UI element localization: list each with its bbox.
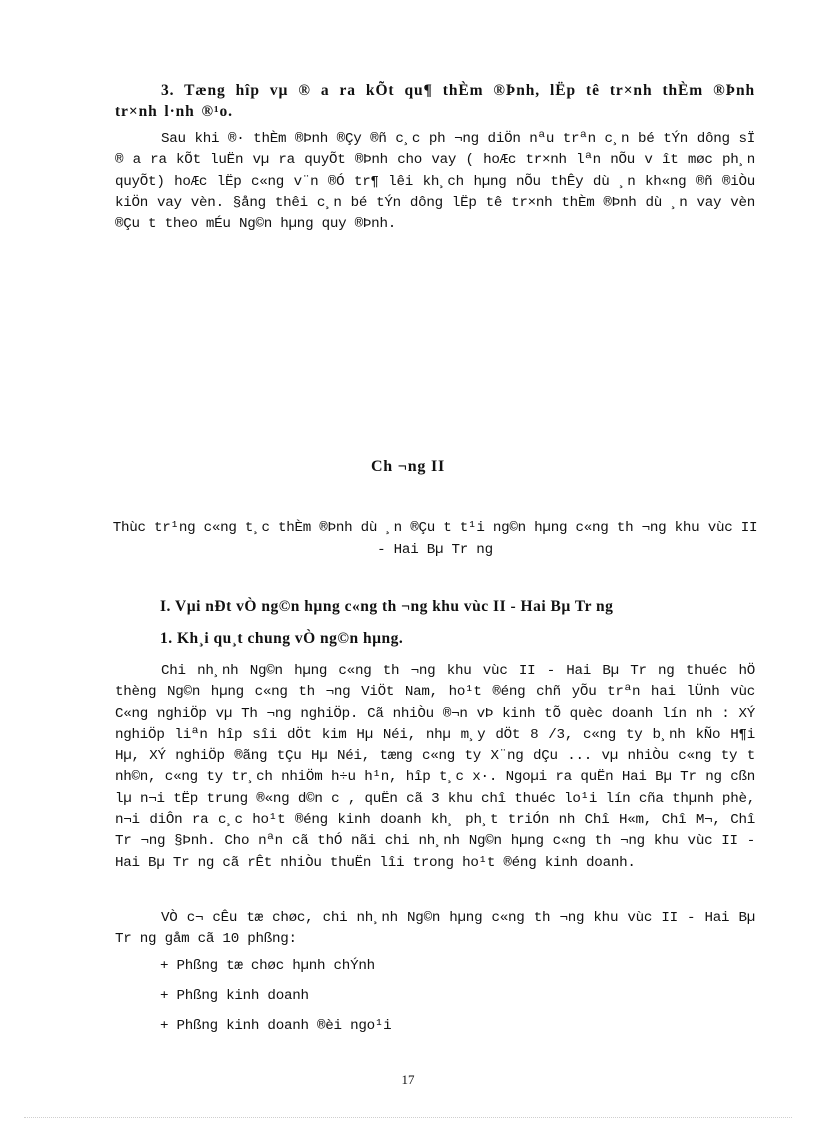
sub1-heading: 1. Kh¸i qu¸t chung vÒ ng©n hµng.: [160, 630, 404, 647]
overview-paragraph: Chi nh¸nh Ng©n hµng c«ng th ¬ng khu vùc II - Hai Bµ Tr ng thuéc hÖ thèng Ng©n hµng c«ng th ¬ng ViÖt Nam, ho¹t ®éng chñ yÕu trªn hai lÜnh vùc C«ng nghiÖp vµ Th ¬ng nghiÖp. Cã nhiÒu ®¬n vÞ kinh tÕ quèc doanh lín nh : XÝ nghiÖp liªn hîp sîi dÖt kim Hµ Néi, nhµ m¸y dÖt 8 /3, c«ng ty b¸nh kÑo H¶i Hµ, XÝ nghiÖp ®ãng tÇu Hµ Néi, tæng c«ng ty X¨ng dÇu ... vµ nhiÒu c«ng ty t nh©n, c«ng ty tr¸ch nhiÖm h÷u h¹n, hîp t¸c x·. Ngoµi ra quËn Hai Bµ Tr ng cßn lµ n¬i tËp trung ®«ng d©n c , quËn cã 3 khu chî thuéc lo¹i lín cña thµnh phè, n¬i diÔn ra c¸c ho¹t ®éng kinh doanh kh¸ ph¸t triÓn nh Chî H«m, Chî M¬, Chî Tr ¬ng §Þnh. Cho nªn cã thÓ nãi chi nh¸nh Ng©n hµng c«ng th ¬ng khu vùc II - Hai Bµ Tr ng cã rÊt nhiÒu thuËn lîi trong ho¹t ®éng kinh doanh.: [115, 663, 755, 871]
chapter-subtitle: Thùc tr¹ng c«ng t¸c thÈm ®Þnh dù ¸n ®Çu t t¹i ng©n hµng c«ng th ¬ng khu vùc II - Hai Bµ Tr ng: [112, 520, 758, 558]
section3-paragraph: Sau khi ®· thÈm ®Þnh ®Çy ®ñ c¸c ph ¬ng diÖn nªu trªn c¸n bé tÝn dông sÏ ® a ra kÕt luËn vµ ra quyÕt ®Þnh cho vay ( hoÆc tr×nh lªn nÕu v ît møc ph¸n quyÕt) hoÆc lËp c«ng v¨n ®Ó tr¶ lêi kh¸ch hµng nÕu thÊy dù ¸n kh«ng ®ñ ®iÒu kiÖn vay vèn. §ång thêi c¸n bé tÝn dông lËp tê tr×nh thÈm ®Þnh dù ¸n vay vèn ®Çu t theo mÉu Ng©n hµng quy ®Þnh.: [115, 131, 755, 233]
chapter-title: Ch ¬ng II: [370, 458, 446, 475]
section3-heading: 3. Tæng hîp vµ ® a ra kÕt qu¶ thÈm ®Þnh, lËp tê tr×nh thÈm ®Þnh tr×nh l·nh ®¹o.: [115, 82, 755, 120]
list-item: + Phßng kinh doanh: [160, 988, 309, 1004]
page-number: 17: [401, 1072, 415, 1087]
page-edge-divider: [24, 1117, 792, 1118]
structure-paragraph: VÒ c¬ cÊu tæ chøc, chi nh¸nh Ng©n hµng c«ng th ¬ng khu vùc II - Hai Bµ Tr ng gåm cã 10 phßng:: [115, 910, 755, 948]
part1-heading: I. Vµi nÐt vÒ ng©n hµng c«ng th ¬ng khu vùc II - Hai Bµ Tr ng: [160, 598, 614, 615]
list-item: + Phßng tæ chøc hµnh chÝnh: [160, 958, 375, 974]
list-item: + Phßng kinh doanh ®èi ngo¹i: [160, 1018, 392, 1034]
